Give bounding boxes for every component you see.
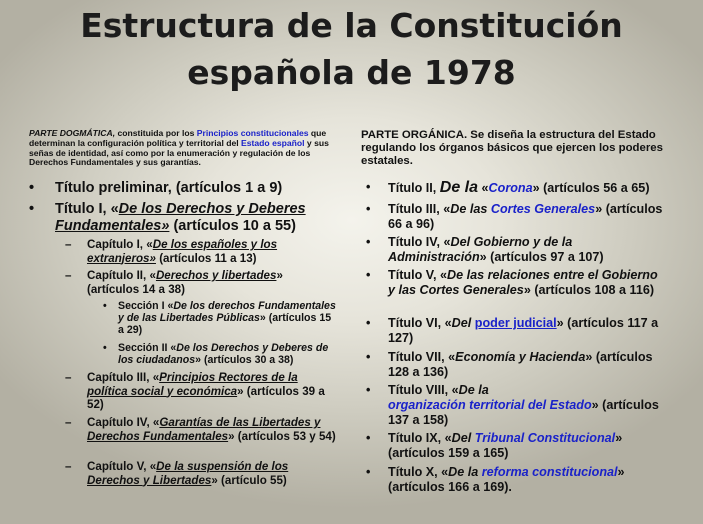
titulo-4-articles: » (artículos 97 a 107): [479, 250, 604, 265]
dash-icon: –: [65, 269, 72, 282]
titulo-2-text: [388, 180, 666, 196]
capitulo-1-text: [87, 238, 337, 265]
titulo-8-ital: De la: [458, 383, 489, 397]
seccion-1-prefix: Sección I «: [118, 300, 174, 312]
estado-espanol-link[interactable]: Estado español: [241, 137, 305, 148]
capitulo-4-link[interactable]: Garantías de las Libertades y Derechos Fundamentales: [87, 416, 321, 443]
capitulo-4-prefix: Capítulo IV, «: [87, 416, 160, 429]
titulo-2-ital: De la: [439, 179, 479, 196]
titulo-6-articles: » (artículos 117 a 127): [388, 316, 659, 346]
titulo-7-text: [388, 350, 666, 380]
titulo-3-articles: » (artículos 66 a 96): [388, 202, 663, 232]
titulo-8-prefix: Título VIII, «: [388, 383, 459, 397]
organizacion-territorial-link[interactable]: organización territorial del Estado: [388, 398, 592, 413]
capitulo-3-prefix: Capítulo III, «: [87, 371, 160, 384]
seccion-1-title: De los derechos Fundamentales y de las Libertades Públicas: [118, 300, 336, 325]
bullet-icon: •: [366, 268, 371, 282]
bullet-icon: •: [366, 350, 371, 364]
titulo-7-articles: » (artículos 128 a 136): [388, 350, 653, 380]
intro-text-1: constituida por los: [115, 128, 197, 138]
titulo-3-prefix: Título III, «: [388, 202, 451, 216]
capitulo-4-articles: » (artículos 53 y 54): [228, 429, 336, 443]
bullet-icon: •: [366, 202, 371, 216]
titulo-5-prefix: Título V, «: [388, 268, 448, 282]
bullet-icon: •: [103, 300, 107, 312]
bullet-icon: •: [366, 465, 371, 479]
titulo-10-text: [388, 465, 666, 495]
titulo-2-articles: » (artículos 56 a 65): [532, 181, 650, 195]
titulo-5-articles: » (artículos 108 a 116): [523, 283, 655, 298]
capitulo-1-link[interactable]: De los españoles y los extranjeros»: [87, 238, 278, 265]
corona-link[interactable]: Corona: [488, 181, 533, 195]
page-title: [0, 2, 703, 96]
capitulo-2-text: [87, 269, 337, 296]
seccion-2-title: De los Derechos y Deberes de los ciudadanos: [118, 342, 329, 367]
title-line-2: española de 1978: [187, 53, 516, 92]
titulo-1-articles: (artículos 10 a 55): [169, 218, 296, 234]
titulo-10-articles: » (artículos 166 a 169).: [388, 465, 625, 495]
bullet-icon: •: [366, 180, 371, 194]
poder-judicial-link[interactable]: poder judicial: [474, 316, 557, 330]
intro-text-3: y sus señas de identidad, así como por la enumeración y regulación de los Derechos Fundamentales y sus garantías.: [29, 137, 329, 168]
dash-icon: –: [65, 416, 72, 429]
capitulo-3-text: [87, 371, 337, 412]
titulo-6-text: [388, 316, 666, 346]
tribunal-constitucional-link[interactable]: Tribunal Constitucional: [474, 431, 616, 445]
titulo-9-text: [388, 431, 666, 461]
titulo-8-text: [388, 383, 666, 429]
dash-icon: –: [65, 238, 72, 251]
capitulo-4-text: [87, 416, 337, 443]
titulo-9-articles: » (artículos 159 a 165): [388, 431, 623, 461]
intro-text-2: que determinan la configuración política y territorial del: [29, 128, 327, 148]
bullet-icon: •: [29, 180, 35, 196]
bullet-icon: •: [366, 235, 371, 249]
titulo-1-text: [55, 201, 340, 235]
capitulo-2-link[interactable]: Derechos y libertades: [155, 269, 277, 282]
parte-dogmatica-label: PARTE DOGMÁTICA,: [29, 128, 116, 138]
seccion-1-text: [118, 300, 338, 337]
titulo-3-text: [388, 202, 666, 232]
cortes-generales-link[interactable]: Cortes Generales: [490, 202, 596, 216]
titulo-10-ital: De la: [448, 465, 482, 479]
titulo-7-ital: Economía y Hacienda: [455, 350, 586, 364]
principios-constitucionales-link[interactable]: Principios constitucionales: [196, 128, 309, 138]
reforma-constitucional-link[interactable]: reforma constitucional: [481, 465, 618, 479]
capitulo-2-prefix: Capítulo II, «: [87, 269, 156, 282]
capitulo-3-articles: » (artículos 39 a 52): [87, 384, 325, 411]
capitulo-2-articles: » (artículos 14 a 38): [87, 269, 283, 296]
capitulo-5-prefix: Capítulo V, «: [87, 460, 157, 473]
titulo-4-ital: Del Gobierno y de la Administración: [388, 235, 573, 265]
bullet-icon: •: [366, 316, 371, 330]
parte-organica-intro: PARTE ORGÁNICA. Se diseña la estructura del Estado regulando los órganos básicos que ejercen los poderes estatales.: [361, 129, 663, 167]
titulo-3-ital: De las: [450, 202, 491, 216]
titulo-1-link[interactable]: De los Derechos y Deberes Fundamentales»: [55, 201, 306, 234]
titulo-preliminar-text: Título preliminar, (artículos 1 a 9): [55, 180, 283, 196]
titulo-9-prefix: Título IX, «: [388, 431, 452, 445]
titulo-5-text: [388, 268, 666, 298]
titulo-4-prefix: Título IV, «: [388, 235, 451, 249]
seccion-1-articles: » (artículos 15 a 29): [118, 312, 332, 337]
titulo-2-prefix: Título II,: [388, 181, 440, 195]
bullet-icon: •: [29, 201, 35, 217]
parte-dogmatica-intro: [29, 129, 337, 168]
dash-icon: –: [65, 371, 72, 384]
capitulo-3-link[interactable]: Principios Rectores de la política social y económica: [87, 371, 298, 398]
bullet-icon: •: [366, 431, 371, 445]
titulo-6-ital: Del: [451, 316, 475, 330]
capitulo-5-link[interactable]: De la suspensión de los Derechos y Libertades: [87, 460, 289, 487]
titulo-2-quote: «: [478, 181, 489, 195]
seccion-2-articles: » (artículos 30 a 38): [195, 354, 294, 367]
titulo-10-prefix: Título X, «: [388, 465, 449, 479]
bullet-icon: •: [366, 383, 371, 397]
capitulo-1-articles: (artículos 11 a 13): [155, 251, 257, 265]
titulo-7-prefix: Título VII, «: [388, 350, 456, 364]
titulo-8-articles: » (artículos 137 a 158): [388, 398, 659, 428]
titulo-6-prefix: Título VI, «: [388, 316, 452, 330]
seccion-2-text: [118, 342, 338, 366]
dash-icon: –: [65, 460, 72, 473]
bullet-icon: •: [103, 342, 107, 354]
capitulo-5-articles: » (artículo 55): [211, 473, 287, 487]
titulo-4-text: [388, 235, 666, 265]
capitulo-1-prefix: Capítulo I, «: [87, 238, 153, 251]
titulo-1-prefix: Título I, «: [55, 201, 119, 217]
seccion-2-prefix: Sección II «: [118, 342, 177, 354]
titulo-9-ital: Del: [451, 431, 475, 445]
titulo-5-ital: De las relaciones entre el Gobierno y las Cortes Generales: [388, 268, 658, 298]
title-line-1: Estructura de la Constitución: [80, 6, 623, 45]
capitulo-5-text: [87, 460, 337, 487]
